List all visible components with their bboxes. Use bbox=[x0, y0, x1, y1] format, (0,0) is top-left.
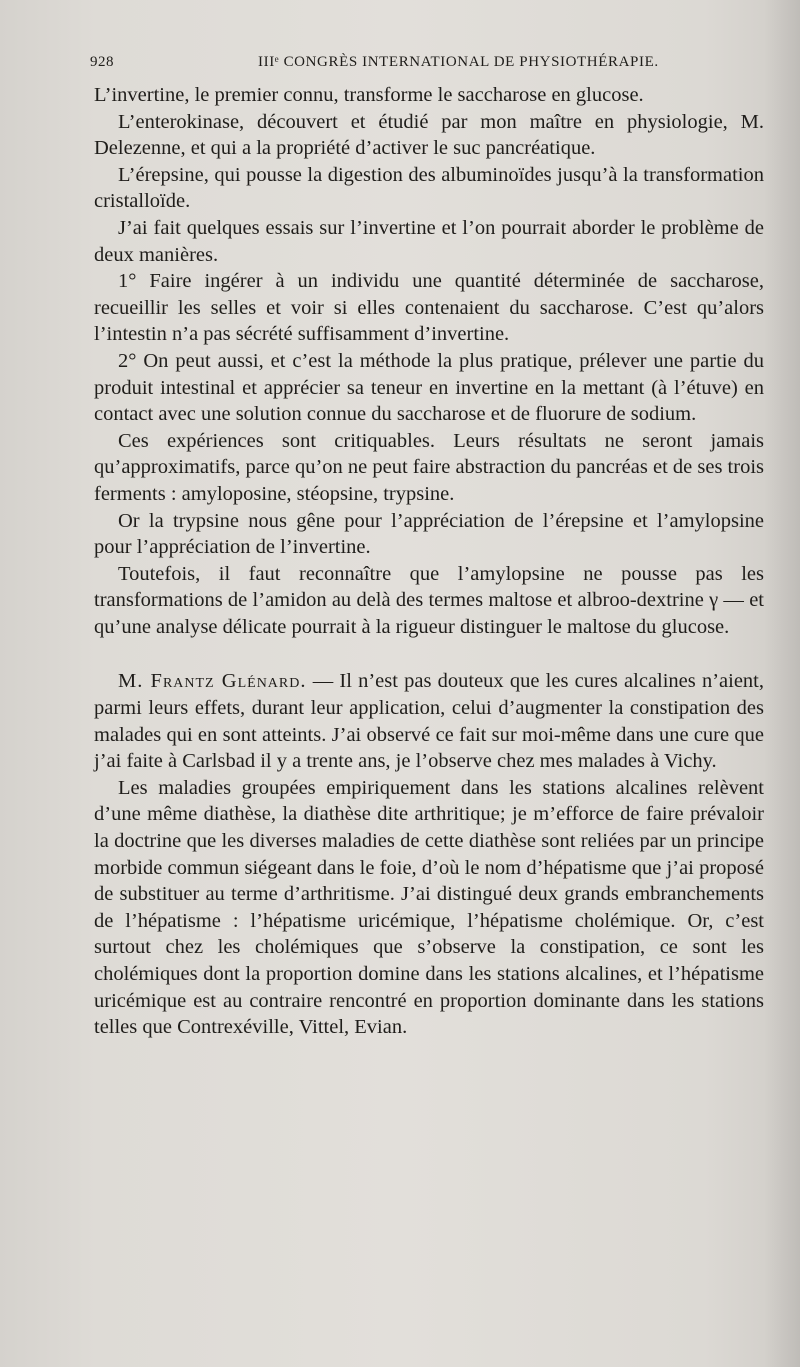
paragraph-invertine: L’invertine, le premier connu, transforme le saccharose en glucose. bbox=[94, 84, 644, 106]
paragraph-erepsine: L’érepsine, qui pousse la digestion des albuminoïdes jusqu’à la transformation cristalloïde. bbox=[94, 163, 764, 213]
page-number: 928 bbox=[90, 54, 114, 70]
running-title: IIIᵉ CONGRÈS INTERNATIONAL DE PHYSIOTHÉRAPIE. bbox=[258, 54, 659, 70]
paragraph-critique: Ces expériences sont critiquables. Leurs résultats ne seront jamais qu’approximatifs, parce qu’on ne peut faire abstraction du pancréas et de ses trois ferments : amyloposine, stéopsine, trypsine. bbox=[94, 429, 764, 505]
speaker-text: — Il n’est pas douteux que les cures alcalines n’aient, parmi leurs effets, durant leur application, celui d’augmenter la constipation des malades qui en sont atteints. J’ai observé ce fait sur moi-même dans une cure que j’ai faite à Carlsbad il y a trente ans, je l’observe chez mes malades à Vichy. bbox=[94, 670, 764, 773]
closing-paragraph: Les maladies groupées empiriquement dans les stations alcalines relèvent d’une même diathèse, la diathèse dite arthritique; je m’efforce de faire prévaloir la doctrine que les diverses maladies de cette diathèse sont reliées par un principe morbide commun siégeant dans le foie, d’où le nom d’hépatisme que j’ai proposé de substituer au terme d’arthritisme. J’ai distingué deux grands embranchements de l’hépatisme : l’hépatisme uricémique, l’hépatisme cholémique. Or, c’est surtout chez les cholémiques que s’observe la constipation, ce sont les cholémiques dont la proportion domine dans les stations alcalines, et l’hépatisme uricémique est au contraire rencontré en proportion dominante dans les stations telles que Contrexéville, Vittel, Evian. bbox=[94, 776, 764, 1039]
paragraph-essais: J’ai fait quelques essais sur l’invertine et l’on pourrait aborder le problème de deux manières. bbox=[94, 216, 764, 266]
speaker-paragraph bbox=[94, 668, 764, 774]
paragraph-amylopsine: Toutefois, il faut reconnaître que l’amylopsine ne pousse pas les transformations de l’amidon au delà des termes maltose et albroo-dextrine γ — et qu’une analyse délicate pourrait à la rigueur distinguer le maltose du glucose. bbox=[94, 562, 764, 638]
speaker-name: M. Frantz Glénard. bbox=[118, 670, 307, 693]
paragraph-method-1: 1° Faire ingérer à un individu une quantité déterminée de saccharose, recueillir les selles et voir si elles contenaient du saccharose. C’est qu’alors l’intestin n’a pas sécrété suffisamment d’invertine. bbox=[94, 270, 764, 346]
page-edge-shadow bbox=[764, 0, 800, 1367]
paragraph-method-2: 2° On peut aussi, et c’est la méthode la plus pratique, prélever une partie du produit intestinal et apprécier sa teneur en invertine en la mettant (à l’étuve) en contact avec une solution connue du saccharose et de fluorure de sodium. bbox=[94, 349, 764, 426]
body-text bbox=[94, 82, 764, 1041]
paragraph-trypsine: Or la trypsine nous gêne pour l’appréciation de l’érepsine et l’amylopsine pour l’appréciation de l’invertine. bbox=[94, 509, 764, 559]
paragraph-enterokinase: L’enterokinase, découvert et étudié par mon maître en physiologie, M. Delezenne, et qui a la propriété d’activer le suc pancréatique. bbox=[94, 110, 764, 160]
page-header bbox=[90, 54, 730, 78]
